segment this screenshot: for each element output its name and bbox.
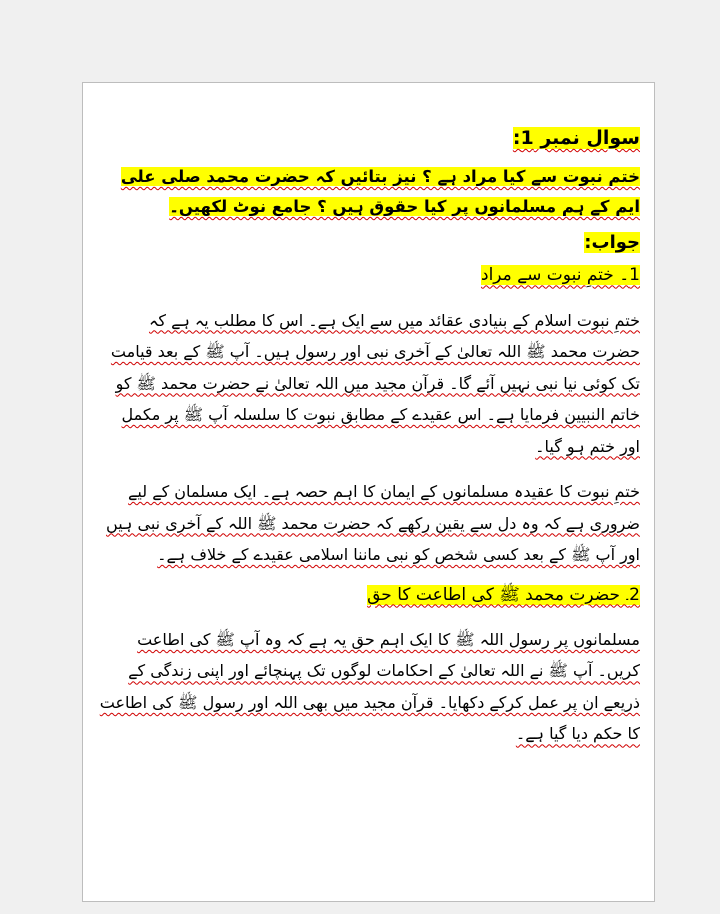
section-heading-2 xyxy=(97,585,640,606)
answer-label-text: جواب: xyxy=(584,231,640,253)
section-heading-1 xyxy=(97,265,640,286)
question-text xyxy=(97,162,640,222)
section-heading-2-text: 2۔ حضرت محمد ﷺ کی اطاعت کا حق xyxy=(367,584,640,605)
question-title-text: سوال نمبر 1: xyxy=(512,127,640,149)
section-2-paragraph-1: مسلمانوں پر رسول اللہ ﷺ کا ایک اہم حق یہ ہے کہ وہ آپ ﷺ کی اطاعت کریں۔ آپ ﷺ نے اللہ تعالیٰ کے احکامات لوگوں تک پہنچائے اور اپنی زندگی کے ذریعے ان پر عمل کرکے دکھایا۔ قرآن مجید میں بھی اللہ اور رسول ﷺ کی اطاعت کا حکم دیا گیا ہے۔ xyxy=(99,629,640,744)
answer-label xyxy=(97,232,640,254)
document-page xyxy=(82,82,655,902)
question-title xyxy=(97,127,640,150)
document-body xyxy=(97,127,640,764)
section-1-paragraph-2: ختمِ نبوت کا عقیدہ مسلمانوں کے ایمان کا اہم حصہ ہے۔ ایک مسلمان کے لیے ضروری ہے کہ وہ دل سے یقین رکھے کہ حضرت محمد ﷺ اللہ کے آخری نبی ہیں اور آپ ﷺ کے بعد کسی شخص کو نبی ماننا اسلامی عقیدے کے خلاف ہے۔ xyxy=(106,482,640,565)
section-1-paragraph-1: ختمِ نبوت اسلام کے بنیادی عقائد میں سے ایک ہے۔ اس کا مطلب یہ ہے کہ حضرت محمد ﷺ اللہ تعالیٰ کے آخری نبی اور رسول ہیں۔ آپ ﷺ کے بعد قیامت تک کوئی نیا نبی نہیں آئے گا۔ قرآن مجید میں اللہ تعالیٰ نے حضرت محمد ﷺ کو خاتم النبیین فرمایا ہے۔ اس عقیدے کے مطابق نبوت کا سلسلہ آپ ﷺ پر مکمل اور ختم ہو گیا۔ xyxy=(110,310,640,456)
section-heading-1-text: 1۔ ختمِ نبوت سے مراد xyxy=(481,265,640,286)
question-text-span: ختم نبوت سے کیا مراد ہے ؟ نیز بتائیں کہ حضرت محمد صلی علی ایم کے ہم مسلمانوں پر کیا حقوق ہیں ؟ جامع نوٹ لکھیں۔ xyxy=(120,166,640,216)
